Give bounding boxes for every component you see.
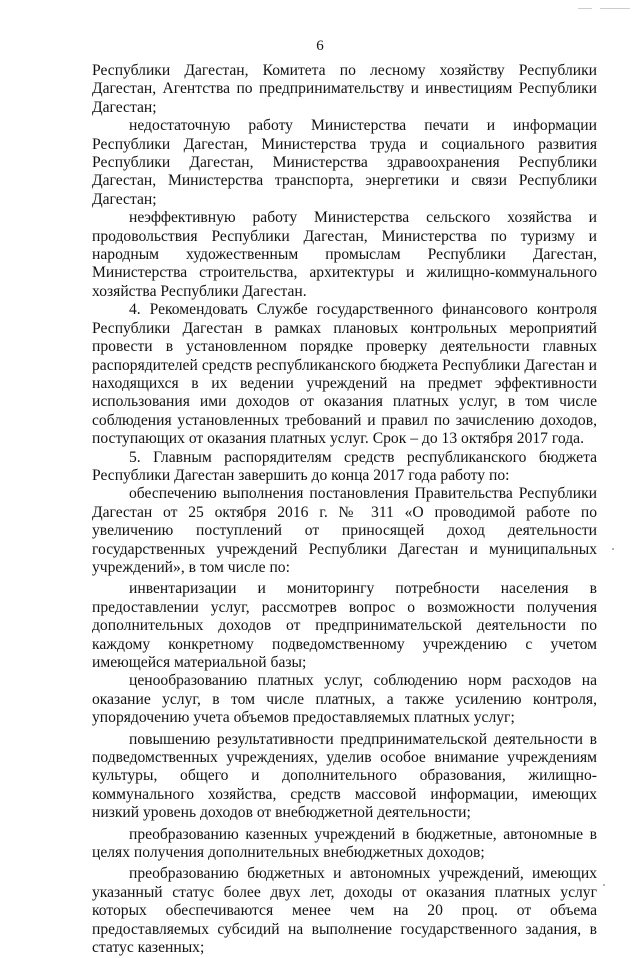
paragraph-7: инвентаризации и мониторингу потребности населения в предоставлении услуг, рассмотрев вопрос о возможности получения дополнительных доходов от предпринимательской деятельности по каждому конкретному подведомственному учреждению с учетом имеющейся материальной базы; [92, 580, 597, 671]
paragraph-5: 5. Главным распорядителям средств республиканского бюджета Республики Дагестан завершить до конца 2017 года работу по: [92, 448, 597, 484]
paragraph-1: Республики Дагестан, Комитета по лесному хозяйству Республики Дагестан, Агентства по предпринимательству и инвестициям Республики Дагестан; [92, 62, 597, 116]
paragraph-10: преобразованию казенных учреждений в бюджетные, автономные в целях получения дополнительных внебюджетных доходов; [92, 825, 597, 862]
paragraph-3: неэффективную работу Министерства сельского хозяйства и продовольствия Республики Дагестан, Министерства по туризму и народным художественным промыслам Республики Дагестан, Министерства строительства, архитектуры и жилищно-коммунального хозяйства Республики Дагестан. [92, 209, 597, 300]
page-number: 6 [316, 38, 324, 54]
scan-speck [600, 8, 630, 9]
document-body [92, 62, 597, 958]
paragraph-11: преобразованию бюджетных и автономных учреждений, имеющих указанный статус более двух лет, доходы от оказания платных услуг которых обеспечиваются менее чем на 20 проц. от объема предоставляемых субсидий на выполнение государственного задания, в статус казенных; [92, 865, 597, 957]
scan-speck [578, 8, 592, 9]
paragraph-6: обеспечению выполнения постановления Правительства Республики Дагестан от 25 октября 2016 г. № 311 «О проводимой работе по увеличению поступлений от приносящей доход деятельности государственных учреждений Республики Дагестан и муниципальных учреждений», в том числе по: [92, 485, 597, 576]
scan-speck [603, 884, 605, 886]
paragraph-2: недостаточную работу Министерства печати и информации Республики Дагестан, Министерства труда и социального развития Республики Дагестан, Министерства здравоохранения Республики Дагестан, Министерства транспорта, энергетики и связи Республики Дагестан; [92, 117, 597, 208]
paragraph-4: 4. Рекомендовать Службе государственного финансового контроля Республики Дагестан в рамках плановых контрольных мероприятий провести в установленном порядке проверку деятельности главных распорядителей средств республиканского бюджета Республики Дагестан и находящихся в их ведении учреждений на предмет эффективности использования ими доходов от оказания платных услуг, в том числе соблюдения установленных требований и правил по зачислению доходов, поступающих от оказания платных услуг. Срок – до 13 октября 2017 года. [92, 301, 597, 448]
scan-speck [612, 548, 614, 550]
paragraph-9: повышению результативности предпринимательской деятельности в подведомственных учреждениях, уделив особое внимание учреждениям культуры, общего и дополнительного образования, жилищно-коммунального хозяйства, средств массовой информации, имеющих низкий уровень доходов от внебюджетной деятельности; [92, 730, 597, 822]
paragraph-8: ценообразованию платных услуг, соблюдению норм расходов на оказание услуг, в том числе платных, а также усилению контроля, упорядочению учета объемов предоставляемых платных услуг; [92, 672, 597, 727]
